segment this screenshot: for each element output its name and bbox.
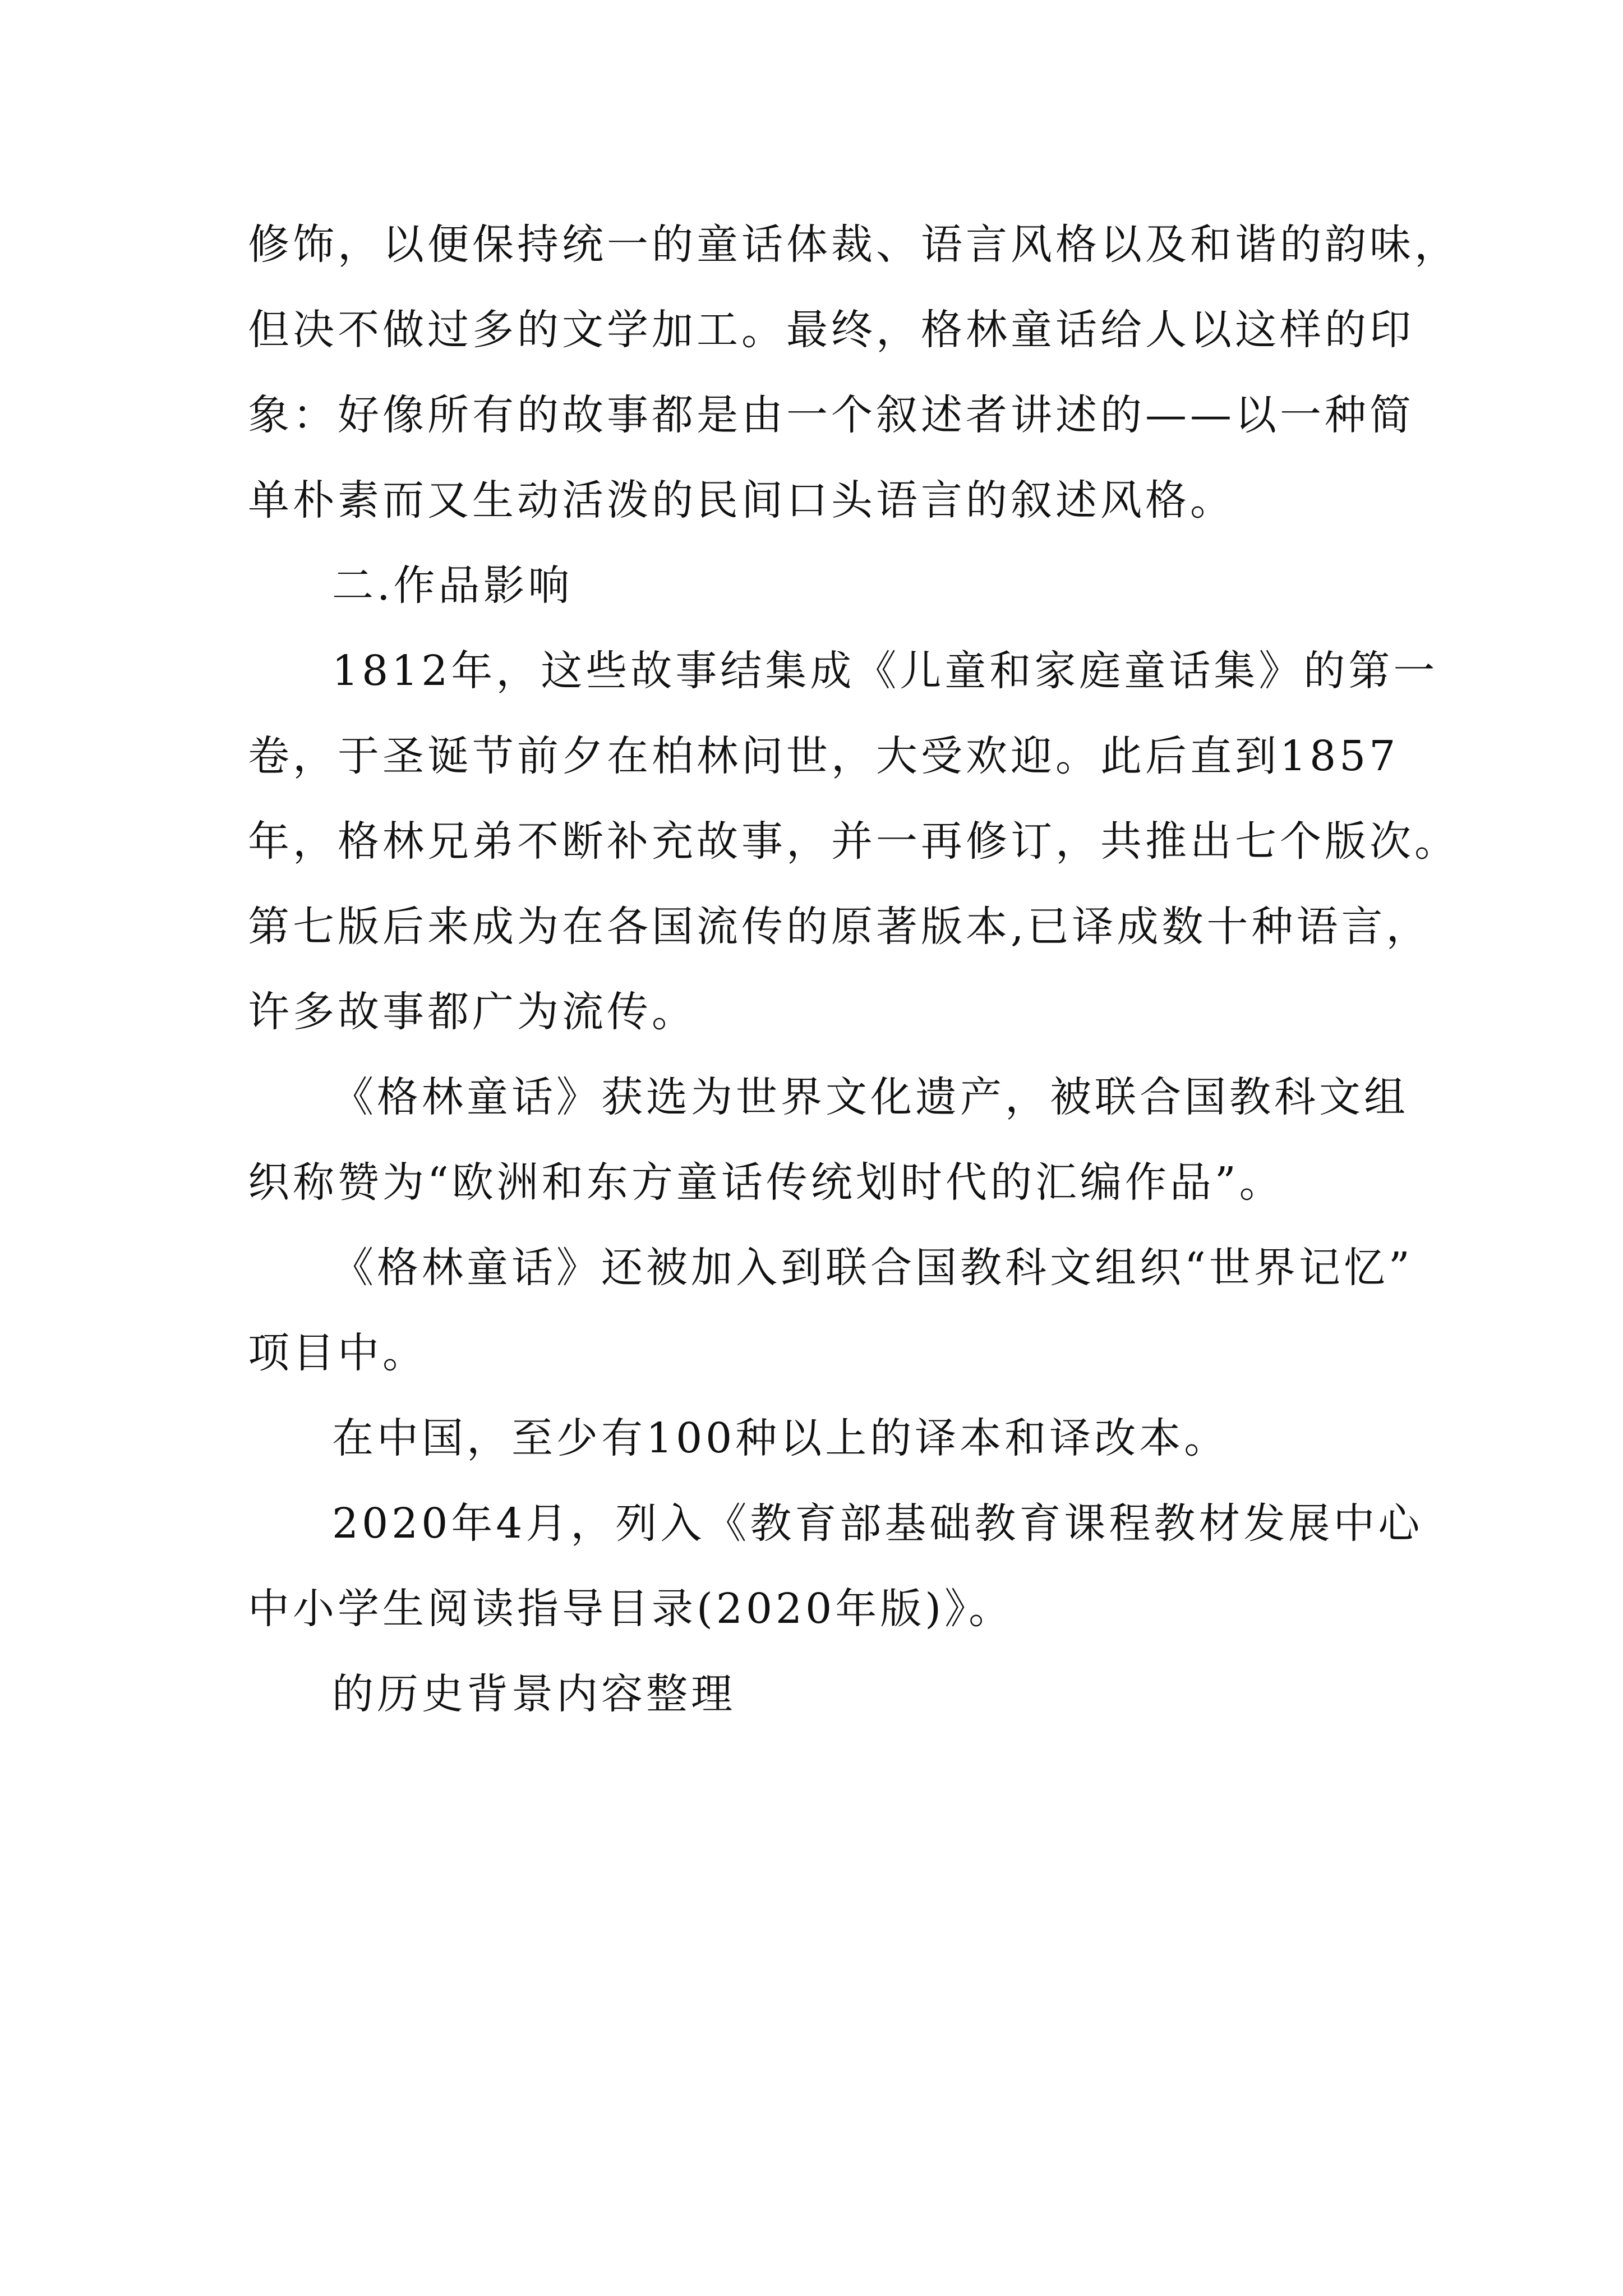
document-body xyxy=(248,202,1459,1737)
body-line: 中小学生阅读指导目录(2020年版)》。 xyxy=(248,1585,1014,1633)
body-line: 织称赞为“欧洲和东方童话传统划时代的汇编作品”。 xyxy=(248,1158,1284,1207)
body-line: 《格林童话》还被加入到联合国教科文组织“世界记忆” xyxy=(332,1244,1413,1292)
body-line: 年，格林兄弟不断补充故事，并一再修订，共推出七个版次。 xyxy=(248,817,1459,866)
body-line: 修饰，以便保持统一的童话体裁、语言风格以及和谐的韵味， xyxy=(248,220,1459,269)
body-line: 第七版后来成为在各国流传的原著版本,已译成数十种语言， xyxy=(248,903,1431,951)
section-heading: 二.作品影响 xyxy=(332,562,573,610)
body-line: 卷，于圣诞节前夕在柏林问世，大受欢迎。此后直到1857 xyxy=(248,732,1399,780)
body-line: 但决不做过多的文学加工。最终，格林童话给人以这样的印 xyxy=(248,306,1414,354)
body-line: 项目中。 xyxy=(248,1329,427,1377)
body-line: 许多故事都广为流传。 xyxy=(248,988,697,1036)
body-line: 《格林童话》获选为世界文化遗产，被联合国教科文组 xyxy=(332,1073,1409,1121)
body-line: 1812年，这些故事结集成《儿童和家庭童话集》的第一 xyxy=(332,647,1438,695)
body-line: 2020年4月，列入《教育部基础教育课程教材发展中心 xyxy=(332,1499,1423,1548)
body-line: 象：好像所有的故事都是由一个叙述者讲述的——以一种简 xyxy=(248,391,1414,439)
body-line: 单朴素而又生动活泼的民间口头语言的叙述风格。 xyxy=(248,476,1235,524)
body-line: 的历史背景内容整理 xyxy=(332,1670,736,1718)
body-line: 在中国，至少有100种以上的译本和译改本。 xyxy=(332,1414,1229,1462)
